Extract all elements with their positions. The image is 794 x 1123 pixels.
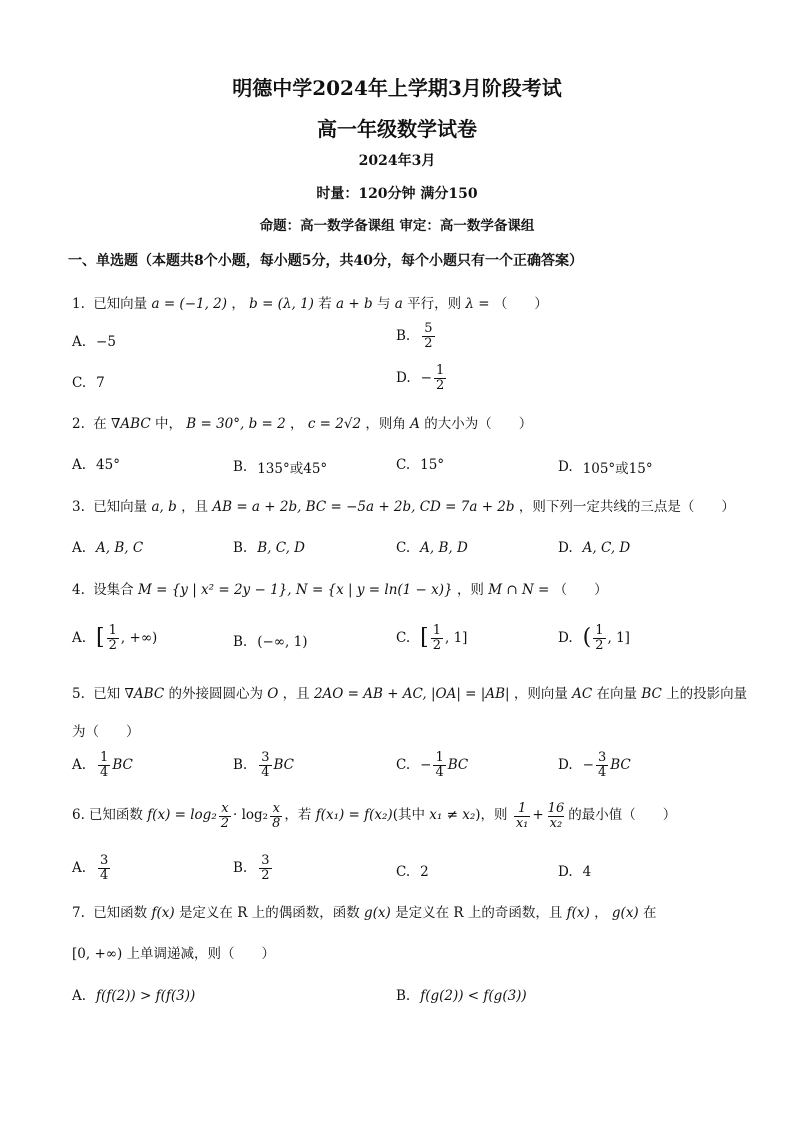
option-4A xyxy=(72,624,157,652)
option-1D xyxy=(396,364,448,392)
option-6A xyxy=(72,854,112,882)
option-value: −5 xyxy=(96,334,116,350)
denominator: 4 xyxy=(100,867,109,883)
bracket: [ xyxy=(420,625,429,651)
option-value: f(g(2)) < f(g(3)) xyxy=(420,988,527,1004)
option-letter: B. xyxy=(233,757,248,774)
option-letter: D. xyxy=(558,864,573,880)
given-values: B = 30°, b = 2 xyxy=(186,416,286,432)
set-definitions: M = {y | x² = 2y − 1}, N = {x | y = ln(1 − x)} xyxy=(137,582,453,598)
fraction xyxy=(596,751,608,779)
stem-text: ，且 xyxy=(181,499,209,515)
option-letter: D. xyxy=(558,630,573,647)
sign: − xyxy=(420,757,432,774)
denominator: 2 xyxy=(595,637,604,653)
question-number: 3. xyxy=(72,499,85,515)
option-value: f(f(2)) > f(f(3)) xyxy=(96,988,196,1004)
question-number: 1. xyxy=(72,296,85,312)
option-5D xyxy=(558,751,631,779)
stem-text: (其中 xyxy=(392,807,425,824)
option-value: B, C, D xyxy=(257,540,305,556)
option-letter: B. xyxy=(396,328,411,345)
triangle: ∇ABC xyxy=(110,416,151,432)
stem-text: （ ） xyxy=(493,296,548,312)
numerator: 3 xyxy=(597,750,607,765)
option-5A xyxy=(72,751,133,779)
option-6D xyxy=(558,864,591,880)
log-product: · log₂ xyxy=(233,807,269,824)
denominator: 2 xyxy=(424,335,433,351)
option-4D xyxy=(558,624,630,652)
question-7 xyxy=(72,905,657,923)
stem-text: 的外接圆圆心为 xyxy=(168,686,263,702)
vector-conditions: 2AO = AB + AC, |OA| = |AB| xyxy=(313,686,510,702)
numerator: 1 xyxy=(432,623,442,638)
option-3B xyxy=(233,540,305,556)
stem-text: 已知函数 xyxy=(93,905,148,921)
option-value: , 1] xyxy=(607,630,630,647)
stem-text: 在 xyxy=(93,416,107,432)
stem-text: 与 xyxy=(376,296,391,312)
fraction xyxy=(593,624,605,652)
question-1 xyxy=(72,296,548,314)
option-2B xyxy=(233,457,327,477)
fraction xyxy=(431,624,443,652)
side-c: c = 2√2 xyxy=(307,416,362,432)
question-5-line2: 为（ ） xyxy=(72,724,140,740)
option-2C xyxy=(396,457,444,473)
bracket: [ xyxy=(96,625,105,651)
denominator: 4 xyxy=(597,764,607,780)
stem-text: ，则向量 xyxy=(513,686,568,702)
fraction xyxy=(422,322,434,350)
question-6 xyxy=(72,802,676,830)
option-value: 45° xyxy=(96,457,120,473)
option-4B xyxy=(233,634,307,650)
option-7A xyxy=(72,988,195,1004)
option-letter: A. xyxy=(72,988,87,1004)
stem-text: 在 xyxy=(643,905,657,921)
option-letter: A. xyxy=(72,334,87,350)
stem-text: 是定义在 xyxy=(178,905,233,921)
real-set: R xyxy=(237,905,248,921)
option-value: , +∞) xyxy=(120,630,158,647)
stem-text: ， xyxy=(231,296,245,312)
option-letter: A. xyxy=(72,540,87,556)
option-letter: B. xyxy=(396,988,411,1004)
option-6C xyxy=(396,864,429,880)
numerator: 3 xyxy=(261,853,270,868)
numerator: 1 xyxy=(435,750,444,765)
stem-text: 中， xyxy=(154,416,182,432)
option-letter: D. xyxy=(558,540,573,556)
option-2D xyxy=(558,457,653,477)
numerator: x xyxy=(272,801,280,816)
fraction xyxy=(433,751,445,779)
vector-relations: AB = a + 2b, BC = −5a + 2b, CD = 7a + 2b xyxy=(212,499,515,515)
option-letter: D. xyxy=(558,459,573,475)
stem-text: 上的偶函数，函数 xyxy=(251,905,360,921)
stem-text: 已知 xyxy=(93,686,121,702)
vector-sum: a + b xyxy=(336,296,373,312)
numerator: 3 xyxy=(261,750,270,765)
option-letter: D. xyxy=(558,757,573,774)
option-value: A, B, D xyxy=(420,540,468,556)
numerator: x xyxy=(221,801,229,816)
option-value: (−∞, 1) xyxy=(257,634,308,650)
option-letter: B. xyxy=(233,634,248,650)
option-5C xyxy=(396,751,468,779)
inequality: x₁ ≠ x₂ xyxy=(429,807,476,824)
option-value: 105°或15° xyxy=(582,461,653,477)
fraction xyxy=(514,802,531,830)
angle-a: A xyxy=(410,416,420,432)
option-letter: C. xyxy=(396,757,411,774)
option-letter: B. xyxy=(233,860,248,877)
option-value: , 1] xyxy=(445,630,468,647)
vectors: a, b xyxy=(151,499,177,515)
stem-text: 上单调递减，则（ ） xyxy=(126,946,276,962)
vector-bc: BC xyxy=(112,757,133,774)
function-g: g(x) xyxy=(611,905,639,921)
question-number: 6. xyxy=(72,807,85,824)
numerator: 3 xyxy=(100,853,109,868)
option-value: 7 xyxy=(96,375,105,391)
option-value: 15° xyxy=(420,457,445,473)
stem-text: 在向量 xyxy=(596,686,638,702)
denominator: 4 xyxy=(261,764,270,780)
denominator: x₂ xyxy=(549,815,563,831)
function-f: f(x) = log₂ xyxy=(147,807,217,824)
option-6B xyxy=(233,854,274,882)
stem-text: ， xyxy=(594,905,608,921)
question-number: 7. xyxy=(72,905,85,921)
option-letter: D. xyxy=(396,370,411,387)
stem-text: ， xyxy=(290,416,304,432)
lambda: λ = xyxy=(465,296,490,312)
denominator: 2 xyxy=(435,377,445,393)
vector-bc: BC xyxy=(273,757,295,774)
vector-a: a xyxy=(394,296,403,312)
vector-bc: BC xyxy=(610,757,631,774)
vector-bc: BC xyxy=(641,686,662,702)
denominator: 4 xyxy=(435,764,444,780)
stem-text: ，若 xyxy=(284,807,312,824)
fraction xyxy=(259,854,271,882)
option-3D xyxy=(558,540,630,556)
section-single-choice-title: 一、单选题（本题共8个小题，每小题5分，共40分，每个小题只有一个正确答案） xyxy=(68,253,583,269)
option-value: A, C, D xyxy=(582,540,631,556)
vector-ac: AC xyxy=(572,686,593,702)
option-7B xyxy=(396,988,527,1004)
stem-text: )，则 xyxy=(475,807,508,824)
numerator: 1 xyxy=(435,363,445,378)
option-letter: C. xyxy=(396,864,411,880)
option-1C xyxy=(72,375,105,391)
denominator: 2 xyxy=(432,637,442,653)
stem-text: （ ） xyxy=(553,582,608,598)
vector-a: a = (−1, 2) xyxy=(151,296,228,312)
fraction xyxy=(107,624,119,652)
option-value: 4 xyxy=(582,864,592,880)
numerator: 1 xyxy=(517,801,527,816)
interval: [0, +∞) xyxy=(72,946,123,962)
denominator: 2 xyxy=(261,867,270,883)
option-letter: C. xyxy=(72,375,87,391)
stem-text: 已知向量 xyxy=(93,296,148,312)
denominator: 2 xyxy=(108,637,117,653)
option-letter: A. xyxy=(72,860,87,877)
option-letter: B. xyxy=(233,459,248,475)
vector-b: b = (λ, 1) xyxy=(249,296,314,312)
fraction xyxy=(546,802,567,830)
option-value: 2 xyxy=(420,864,429,880)
denominator: x₁ xyxy=(515,815,529,831)
option-5B xyxy=(233,751,294,779)
stem-text: 的大小为（ ） xyxy=(424,416,533,432)
paper-title: 高一年级数学试卷 xyxy=(317,117,477,141)
option-1B xyxy=(396,322,437,350)
option-4C xyxy=(396,624,467,652)
denominator: 2 xyxy=(220,815,230,831)
denominator: 4 xyxy=(100,764,109,780)
question-4 xyxy=(72,582,608,600)
option-1A xyxy=(72,334,116,350)
fraction xyxy=(270,802,282,830)
option-3C xyxy=(396,540,468,556)
sign: − xyxy=(582,757,594,774)
minus-sign: − xyxy=(420,370,432,387)
option-letter: B. xyxy=(233,540,248,556)
option-letter: C. xyxy=(396,457,411,473)
denominator: 8 xyxy=(272,815,281,831)
fraction xyxy=(98,751,110,779)
function-f: f(x) xyxy=(151,905,175,921)
stem-text: 已知函数 xyxy=(88,807,143,824)
stem-text: 设集合 xyxy=(93,582,134,598)
fraction xyxy=(98,854,110,882)
plus-sign: + xyxy=(532,807,544,824)
vector-bc: BC xyxy=(447,757,469,774)
equation: f(x₁) = f(x₂) xyxy=(315,807,393,824)
intersection: M ∩ N = xyxy=(488,582,550,598)
option-3A xyxy=(72,540,143,556)
option-letter: A. xyxy=(72,757,87,774)
fraction xyxy=(219,802,231,830)
numerator: 16 xyxy=(547,801,565,816)
stem-text: ，则 xyxy=(456,582,484,598)
fraction xyxy=(434,364,446,392)
option-2A xyxy=(72,457,120,473)
option-letter: A. xyxy=(72,630,87,647)
option-letter: A. xyxy=(72,457,87,473)
real-set: R xyxy=(453,905,464,921)
option-letter: C. xyxy=(396,540,411,556)
authors-line: 命题：高一数学备课组 审定：高一数学备课组 xyxy=(259,218,535,234)
fraction xyxy=(259,751,271,779)
stem-text: 已知向量 xyxy=(93,499,148,515)
center-o: O xyxy=(267,686,279,702)
option-value: 135°或45° xyxy=(257,461,328,477)
exam-date: 2024年3月 xyxy=(358,153,436,169)
time-and-score: 时量：120分钟 满分150 xyxy=(316,186,478,202)
question-5 xyxy=(72,686,747,704)
function-g: g(x) xyxy=(364,905,391,921)
stem-text: 上的投影向量 xyxy=(666,686,748,702)
exam-school-title: 明德中学2024年上学期3月阶段考试 xyxy=(232,76,562,100)
stem-text: 平行，则 xyxy=(407,296,462,312)
question-number: 5. xyxy=(72,686,85,702)
stem-text: 的最小值（ ） xyxy=(568,807,677,824)
stem-text: 是定义在 xyxy=(395,905,450,921)
question-3 xyxy=(72,499,735,517)
question-number: 4. xyxy=(72,582,85,598)
numerator: 1 xyxy=(100,750,109,765)
question-number: 2. xyxy=(72,416,85,432)
stem-text: 上的奇函数，且 xyxy=(467,905,563,921)
function-f: f(x) xyxy=(566,905,590,921)
numerator: 5 xyxy=(424,321,433,336)
stem-text: ，则角 xyxy=(365,416,406,432)
numerator: 1 xyxy=(108,623,117,638)
triangle: ∇ABC xyxy=(124,686,165,702)
option-letter: C. xyxy=(396,630,411,647)
stem-text: 若 xyxy=(318,296,332,312)
question-2 xyxy=(72,416,532,434)
option-value: A, B, C xyxy=(96,540,144,556)
bracket: ( xyxy=(582,625,592,651)
numerator: 1 xyxy=(595,623,604,638)
stem-text: ，则下列一定共线的三点是（ ） xyxy=(518,499,735,515)
stem-text: ，且 xyxy=(282,686,310,702)
question-7-line2 xyxy=(72,946,275,964)
